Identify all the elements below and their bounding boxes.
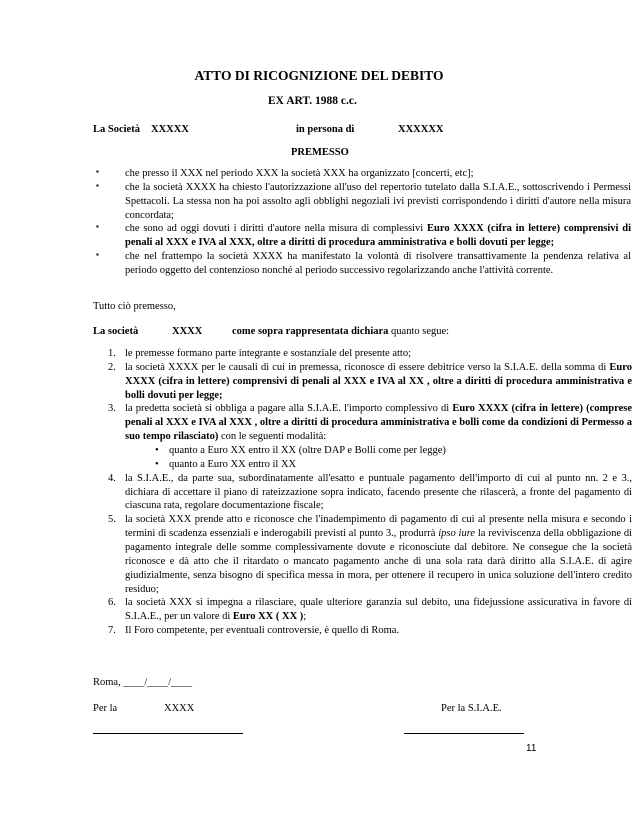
text-run: che nel frattempo la società XXXX ha manifestato la volontà di risolvere transattivamente la pendenza relativa al periodo oggetto del contenzioso nonché al periodo successivo regolarizzando anche l'attività corrente.: [125, 251, 631, 277]
declaration-rest: quanto segue:: [388, 326, 450, 337]
declaration-item: [108, 513, 632, 596]
signature-line-left: [93, 733, 243, 734]
text-run: le premesse formano parte integrante e sostanziale del presente atto;: [125, 348, 412, 359]
premise-item: [96, 222, 631, 250]
premise-item: [96, 167, 631, 181]
text-run: Il Foro competente, per eventuali controversie, è quello di Roma.: [125, 625, 400, 637]
premise-item: [96, 250, 631, 278]
text-run: con le seguenti modalità:: [218, 431, 327, 443]
declaration-name: XXXX: [172, 326, 203, 337]
premesso-heading: PREMESSO: [291, 147, 349, 158]
signature-right-label: Per la S.I.A.E.: [441, 703, 502, 714]
payment-plan-item: [155, 458, 632, 472]
premise-list: [96, 167, 631, 278]
text-run: che la società XXXX ha chiesto l'autorizzazione all'uso del repertorio tutelato dalla S.I.A.E., sottoscrivendo i Permessi Spettacoli. La stessa non ha poi assolto agli obblighi negoziali ivi previsti corrispondendo i diritti d'autore nella misura concordata;: [125, 181, 631, 221]
item-number: 2.: [108, 361, 116, 373]
square-bullet-icon: ▪: [96, 167, 99, 176]
date-line: Roma, ____/____/____: [93, 677, 193, 688]
payment-plan-text: quanto a Euro XX entro il XX (oltre DAP e Bolli come per legge): [169, 445, 446, 457]
payment-plan-text: quanto a Euro XX entro il XX: [169, 458, 297, 470]
italic-text: ipso iure: [438, 528, 476, 540]
text-run: la S.I.A.E., da parte sua, subordinatamente all'esatto e puntuale pagamento dell'importo di cui al punto nn. 2 e 3., dichiara di accettare il piano di rateizzazione sopra indicato, facendo presente che rilascerà, a fronte del pagamento di ciascuna rata, regolare documentazione fiscale;: [125, 472, 632, 512]
item-number: 4.: [108, 472, 116, 484]
text-run: che presso il XXX nel periodo XXX la società XXX ha organizzato [concerti, etc];: [125, 168, 474, 179]
declaration-item: [108, 472, 632, 514]
signature-left-name: XXXX: [164, 703, 195, 714]
declaration-item: [108, 624, 632, 638]
declaration-bold: come sopra rappresentata dichiara: [232, 326, 389, 337]
tutto-premesso: Tutto ciò premesso,: [93, 301, 176, 312]
item-number: 6.: [108, 597, 116, 609]
bold-text: Euro XXXX (cifra in lettere) (comprese penali al XXX e IVA al XXX , oltre a diritti di procedura amministrativa e bolli come da condizioni di Permesso a suo tempo rilasciato): [125, 403, 632, 443]
declaration-text: [232, 325, 449, 339]
declaration-label: La società: [93, 326, 139, 337]
declaration-item: [108, 596, 632, 624]
declaration-line: [93, 325, 138, 339]
text-run: ;: [303, 611, 307, 623]
signature-left-label: Per la: [93, 703, 118, 714]
square-bullet-icon: ▪: [96, 222, 99, 232]
declaration-item: [108, 402, 632, 471]
bold-text: Euro XXXX (cifra in lettere) comprensivi di penali al XXX e IVA al XXX, oltre a diritti di procedura amministrativa e bolli dovuti per legge;: [125, 223, 632, 249]
square-bullet-icon: ▪: [96, 180, 99, 190]
payment-plan-list: [125, 444, 632, 472]
signature-line-right: [404, 733, 524, 734]
square-bullet-icon: ▪: [96, 250, 99, 260]
text-run: la società XXX prende atto e riconosce che l'inadempimento di pagamento di cui al presente nella misura e secondo i termini di scadenza essenziali e inderogabili previsti al punto 3., produrrà: [125, 514, 632, 540]
company-name: XXXXX: [151, 124, 189, 135]
document-subtitle: EX ART. 1988 c.c.: [268, 95, 357, 107]
person-label: in persona di: [296, 124, 355, 135]
text-run: la reviviscenza della obbligazione di pagamento integrale delle somme complessivamente dovute e riconosciute dal debitore. Ne consegue che la società riconosce e dà atto che il ritardato o mancato pagamento anche di una sola rata darà diritto alla S.I.A.E. di agire giudizialmente, senza bisogno di specifica messa in mora, per ottenere il recupero in unica soluzione dell'intero credito residuo;: [125, 528, 632, 595]
dot-bullet-icon: •: [155, 458, 159, 470]
item-number: 1.: [108, 348, 116, 359]
bold-text: Euro XXXX (cifra in lettere) comprensivi di penali al XXX e IVA al XX , oltre a diritti di procedura amministrativa e bolli dovuti per legge;: [125, 361, 632, 401]
bold-text: Euro XX ( XX ): [232, 611, 304, 623]
item-number: 5.: [108, 514, 116, 526]
document-title: ATTO DI RICOGNIZIONE DEL DEBITO: [194, 68, 444, 83]
text-run: la società XXXX per le causali di cui in premessa, riconosce di essere debitrice verso la S.I.A.E. della somma di: [125, 361, 610, 373]
payment-plan-item: [155, 444, 632, 458]
item-number: 3.: [108, 403, 116, 415]
dot-bullet-icon: •: [155, 445, 159, 457]
premise-item: [96, 181, 631, 223]
declaration-item: [108, 361, 632, 403]
page-number: 11: [526, 743, 537, 754]
text-run: la predetta società si obbliga a pagare alla S.I.A.E. l'importo complessivo di: [125, 403, 453, 415]
person-name: XXXXXX: [398, 124, 444, 135]
declaration-list: [108, 347, 632, 638]
text-run: la società XXX si impegna a rilasciare, quale ulteriore garanzia sul debito, una fidejussione assicurativa in favore di S.I.A.E., per un valore di: [125, 597, 632, 623]
text-run: che sono ad oggi dovuti i diritti d'autore nella misura di complessivi: [125, 223, 427, 235]
item-number: 7.: [108, 625, 116, 637]
declaration-item: [108, 347, 632, 361]
company-label: La Società: [93, 124, 140, 135]
